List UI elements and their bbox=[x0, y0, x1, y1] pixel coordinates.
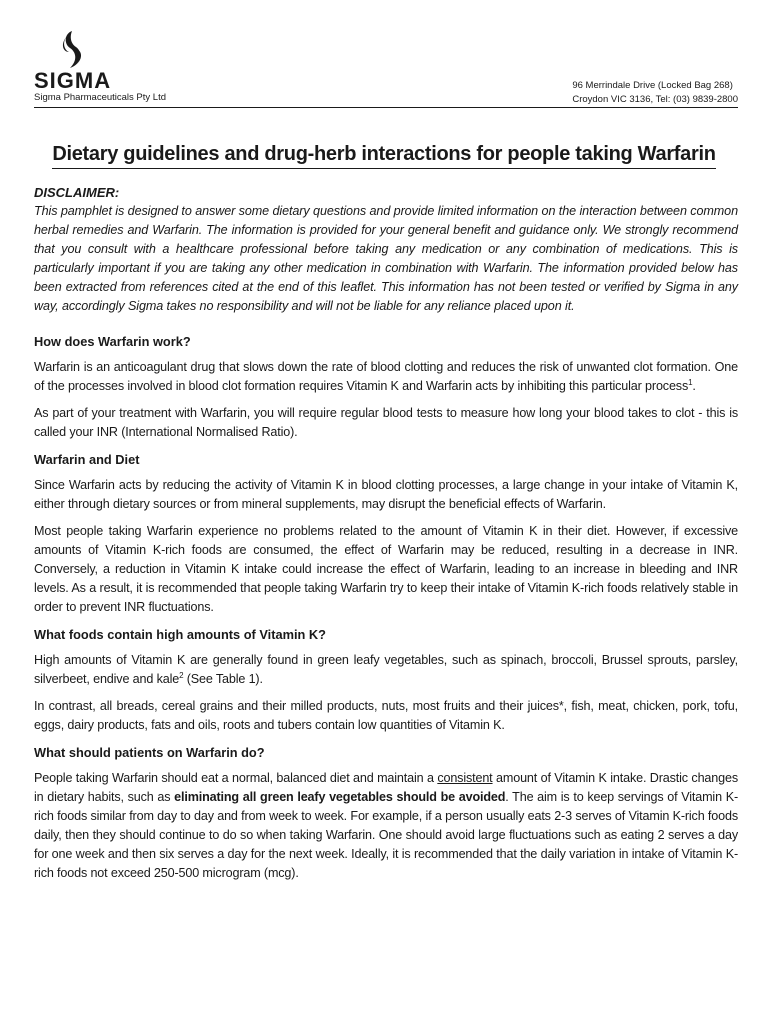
sigma-logo-icon bbox=[56, 30, 88, 70]
section-heading: Warfarin and Diet bbox=[34, 452, 140, 467]
header-divider bbox=[34, 107, 738, 108]
section-heading: What should patients on Warfarin do? bbox=[34, 745, 265, 760]
disclaimer-block bbox=[34, 183, 738, 316]
paragraph: In contrast, all breads, cereal grains and their milled products, nuts, most fruits and their juices*, fish, meat, chicken, pork, tofu, eggs, dairy products, fats and oils, roots and tubers contain low quantities of Vitamin K. bbox=[34, 699, 738, 732]
paragraph: Since Warfarin acts by reducing the activity of Vitamin K in blood clotting processes, a large change in your intake of Vitamin K, either through dietary sources or from mineral supplements, may disrupt the beneficial effects of Warfarin. bbox=[34, 478, 738, 511]
disclaimer-text: This pamphlet is designed to answer some dietary questions and provide limited information on the interaction between common herbal remedies and Warfarin. The information is provided for your general benefit and guidance only. We strongly recommend that you consult with a healthcare professional before taking any medication or any combination of medications. This is particularly important if you are taking any other medication in combination with Warfarin. The information provided below has been extracted from references cited at the end of this leaflet. This information has not been tested or verified by Sigma in any way, accordingly Sigma takes no responsibility and will not be liable for any reliance placed upon it. bbox=[34, 204, 738, 313]
address-line-1: 96 Merrindale Drive (Locked Bag 268) bbox=[572, 80, 733, 91]
paragraph-text: Warfarin is an anticoagulant drug that slows down the rate of blood clotting and reduces the risk of unwanted clot formation. One of the processes involved in blood clot formation requires Vitamin K and Warfarin acts by inhibiting this particular process bbox=[34, 360, 738, 393]
paragraph-text: . The aim is to keep servings of Vitamin K-rich foods similar from day to day and from week to week. For example, if a person usually eats 2-3 serves of Vitamin K-rich foods daily, then they should continue to do so when taking Warfarin. One should avoid large fluctuations such as eating 2 serves a day for one week and then six serves a day for the next week. Ideally, it is recommended that the daily variation in intake of Vitamin K-rich foods not exceed 250-500 microgram (mcg). bbox=[34, 790, 738, 880]
section-what-patients-should-do bbox=[34, 743, 738, 883]
company-address bbox=[572, 79, 738, 107]
underlined-text: consistent bbox=[437, 771, 493, 785]
page-title-text: Dietary guidelines and drug-herb interactions for people taking Warfarin bbox=[52, 143, 715, 169]
reference-superscript: 2 bbox=[179, 670, 184, 680]
paragraph-text: amount of Vitamin K intake. Drastic changes in dietary habits, such as bbox=[34, 771, 738, 804]
section-vitamin-k-foods bbox=[34, 625, 738, 735]
section-heading: What foods contain high amounts of Vitamin K? bbox=[34, 627, 326, 642]
address-line-2: Croydon VIC 3136, Tel: (03) 9839-2800 bbox=[572, 94, 738, 105]
paragraph: Most people taking Warfarin experience no problems related to the amount of Vitamin K in their diet. However, if excessive amounts of Vitamin K-rich foods are consumed, the effect of Warfarin may be reduced, resulting in a decrease in INR. Conversely, a reduction in Vitamin K intake could increase the effect of Warfarin, leading to an increase in bleeding and INR levels. As a result, it is recommended that people taking Warfarin try to keep their intake of Vitamin K-rich foods relatively stable in order to prevent INR fluctuations. bbox=[34, 524, 738, 614]
brand-wordmark: SIGMA bbox=[34, 68, 112, 93]
section-warfarin-and-diet bbox=[34, 450, 738, 617]
reference-superscript: 1 bbox=[688, 377, 693, 387]
page-title bbox=[0, 143, 768, 166]
document-body bbox=[34, 183, 738, 891]
paragraph-text: People taking Warfarin should eat a normal, balanced diet and maintain a bbox=[34, 771, 438, 785]
company-name: Sigma Pharmaceuticals Pty Ltd bbox=[34, 92, 167, 103]
paragraph bbox=[34, 769, 738, 883]
section-heading: How does Warfarin work? bbox=[34, 334, 191, 349]
paragraph: As part of your treatment with Warfarin, you will require regular blood tests to measure how long your blood takes to clot - this is called your INR (International Normalised Ratio). bbox=[34, 406, 738, 439]
disclaimer-heading: DISCLAIMER: bbox=[34, 185, 120, 200]
paragraph-end: (See Table 1). bbox=[183, 672, 263, 686]
paragraph bbox=[34, 651, 738, 689]
paragraph-text: High amounts of Vitamin K are generally found in green leafy vegetables, such as spinach, broccoli, Brussel sprouts, parsley, silverbeet, endive and kale bbox=[34, 653, 738, 686]
section-how-warfarin-works bbox=[34, 332, 738, 442]
paragraph bbox=[34, 358, 738, 396]
paragraph-end: . bbox=[692, 379, 696, 393]
bold-text: eliminating all green leafy vegetables should be avoided bbox=[174, 790, 506, 804]
